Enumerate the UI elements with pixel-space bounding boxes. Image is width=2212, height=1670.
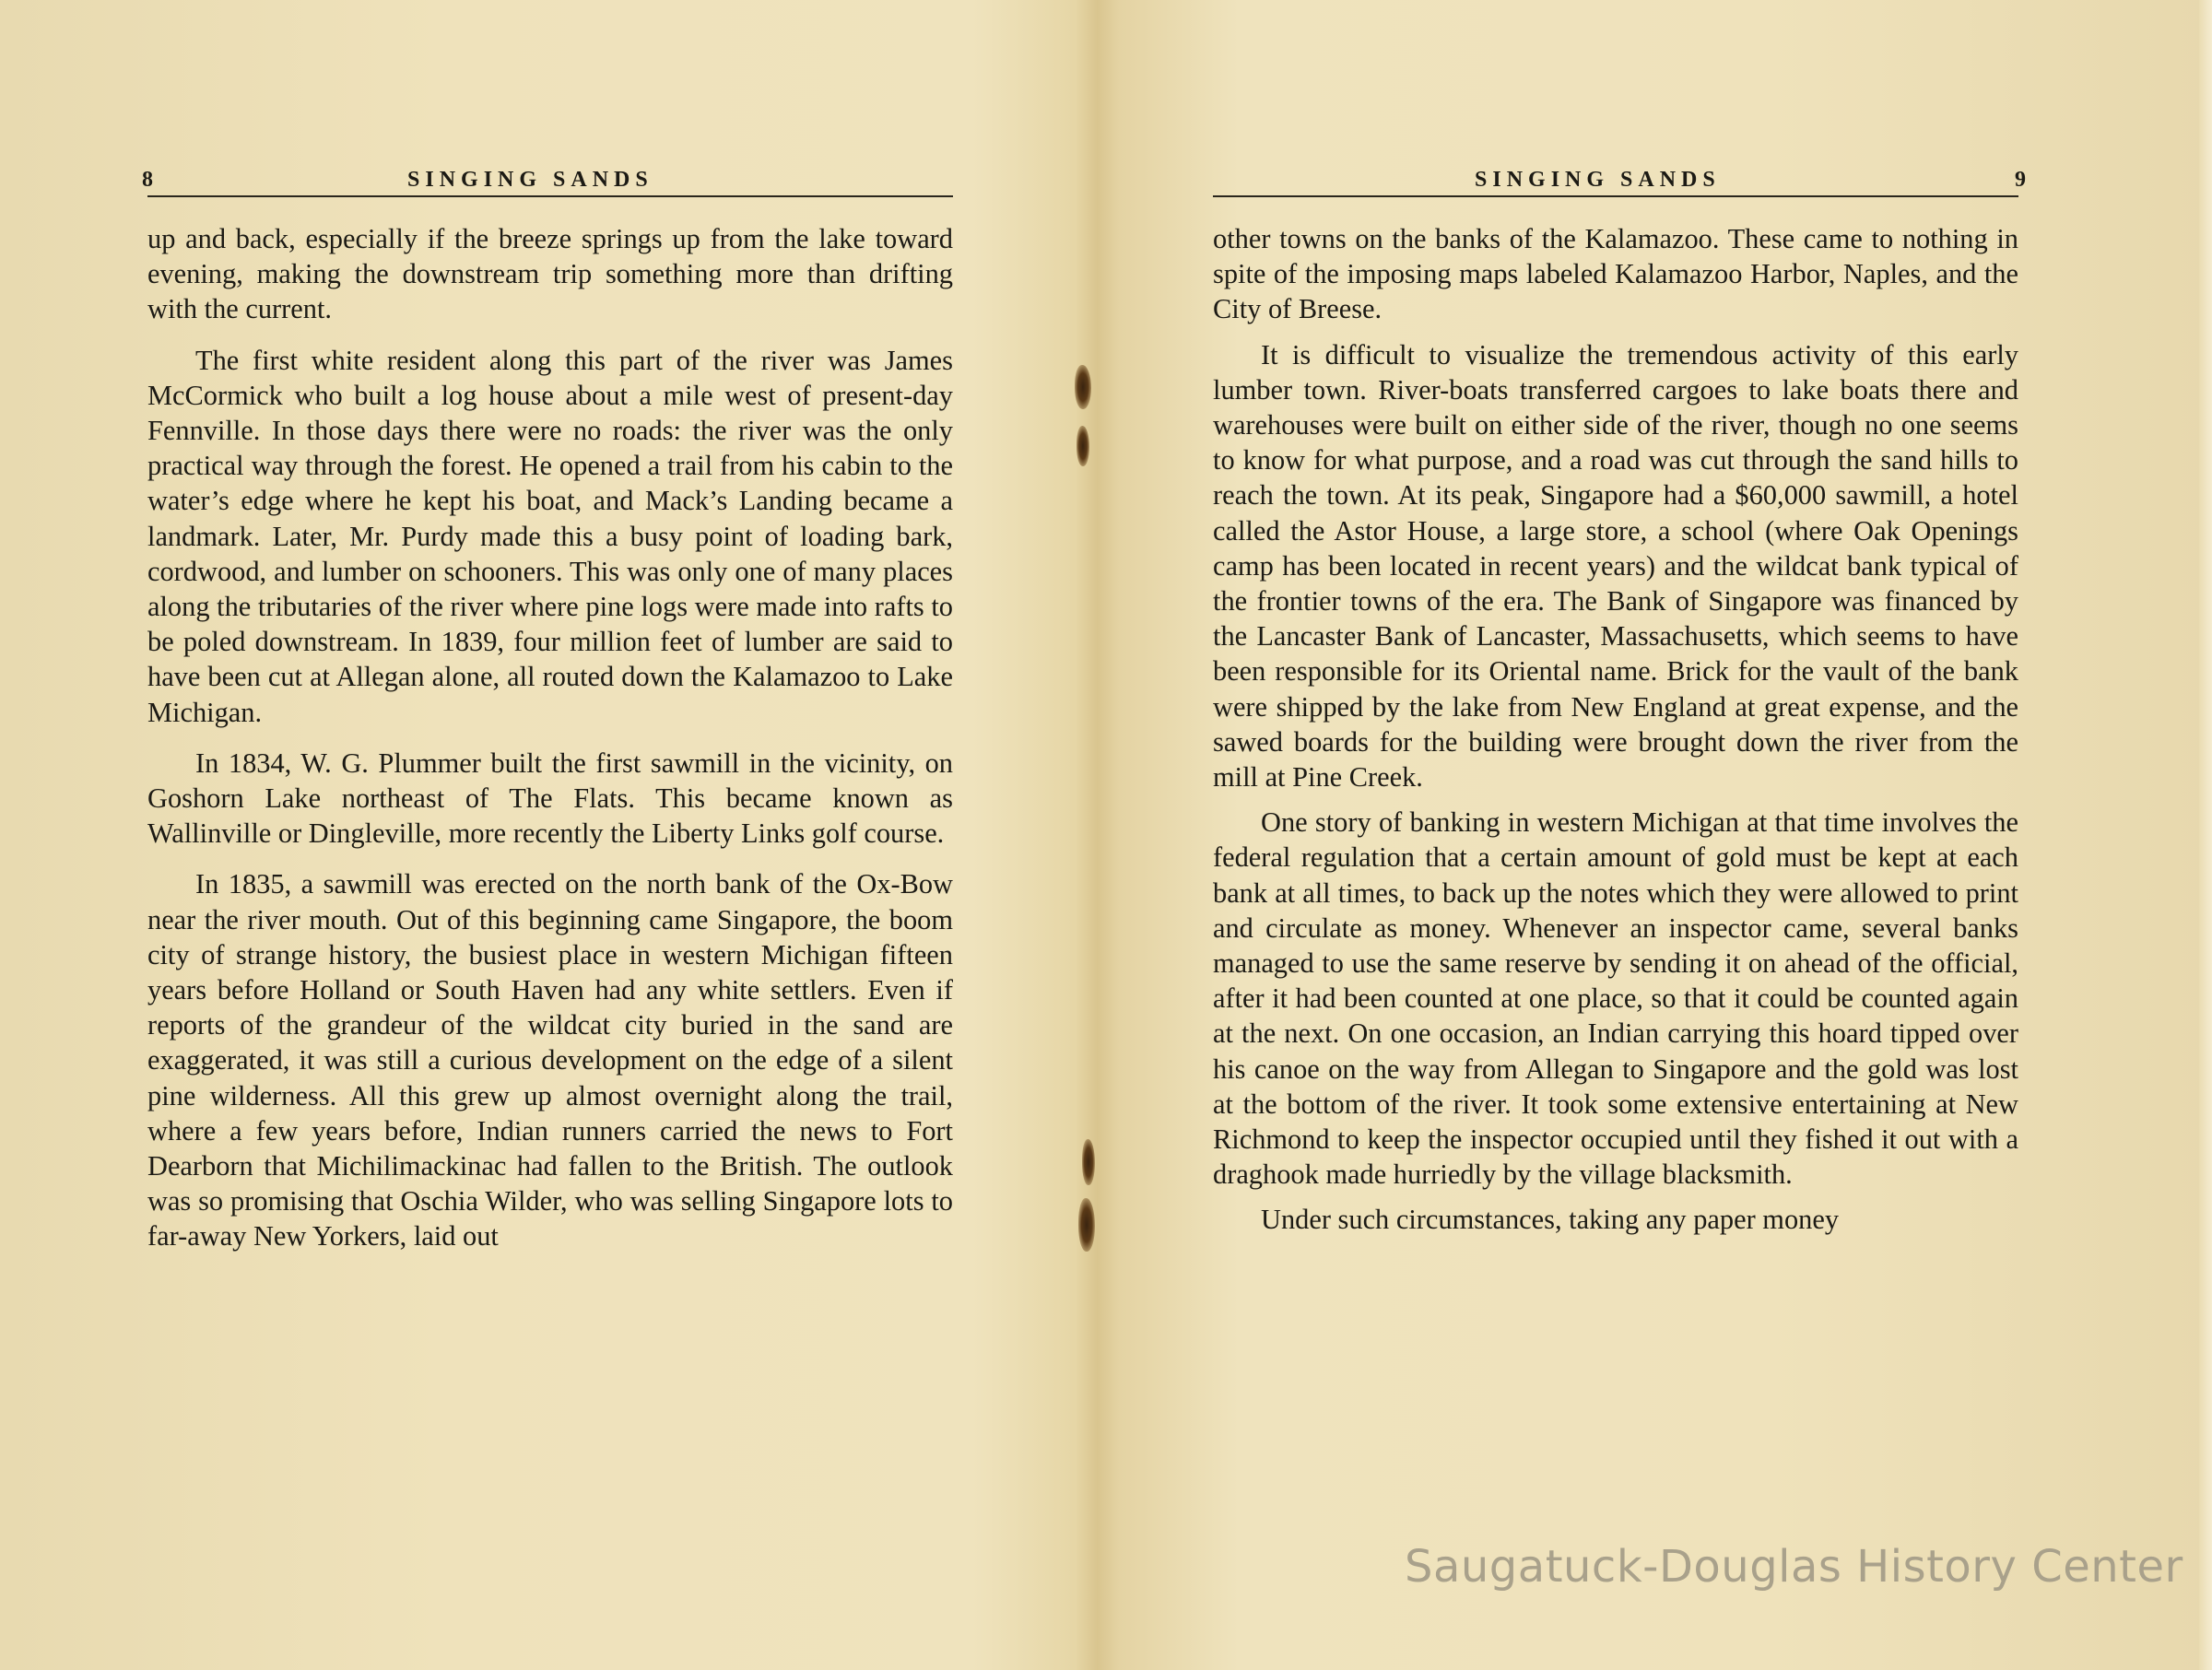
paragraph: up and back, especially if the breeze springs up from the lake toward evening, making the downstream trip something more than drifting with the current. bbox=[147, 223, 953, 325]
header-rule bbox=[147, 195, 953, 197]
paragraph: Under such circumstances, taking any paper money bbox=[1261, 1204, 1840, 1236]
page-number: 9 bbox=[2015, 168, 2026, 192]
staple-rust-mark bbox=[1077, 426, 1089, 466]
page-edge bbox=[2199, 0, 2212, 1670]
right-page bbox=[1213, 168, 2026, 1238]
paragraph: The first white resident along this part of the river was James McCormick who built a log house about a mile west of present-day Fennville. In those days there were no roads: the river was the only practical way through the forest. He opened a trail from his cabin to the water’s edge where he kept his boat, and Mack’s Landing became a landmark. Later, Mr. Purdy made this a busy point of loading bark, cordwood, and lumber on schooners. This was only one of many places along the tributaries of the river where pine logs were made into rafts to be poled downstream. In 1839, four million feet of lumber are said to have been cut at Allegan alone, all routed down the Kalamazoo to Lake Michigan. bbox=[147, 344, 953, 728]
paragraph: In 1835, a sawmill was erected on the north bank of the Ox-Bow near the river mouth. Out of this beginning came Singapore, the boom city of strange history, the busiest place in western Michigan fifteen years before Holland or South Haven had any white settlers. Even if reports of the grandeur of the wildcat city buried in the sand are exaggerated, it was still a curious development on the edge of a silent pine wilderness. All this grew up almost overnight along the trail, where a few years before, Indian runners carried the news to Fort Dearborn that Michilimackinac had fallen to the British. The outlook was so promising that Oschia Wilder, who was selling Singapore lots to far-away New Yorkers, laid out bbox=[147, 868, 953, 1252]
paragraph: In 1834, W. G. Plummer built the first sawmill in the vicinity, on Goshorn Lake northeast of The Flats. This became known as Wallinville or Dingleville, more recently the Liberty Links golf course. bbox=[147, 747, 953, 850]
paragraph: other towns on the banks of the Kalamazoo. These came to nothing in spite of the imposing maps labeled Kalamazoo Harbor, Naples, and the City of Breese. bbox=[1213, 223, 2018, 325]
left-page bbox=[142, 168, 953, 1254]
running-title: SINGING SANDS bbox=[1475, 168, 1721, 192]
archive-watermark: Saugatuck-Douglas History Center bbox=[1405, 1541, 2183, 1593]
staple-rust-mark bbox=[1082, 1139, 1095, 1185]
running-head bbox=[142, 168, 953, 194]
running-head bbox=[1213, 168, 2026, 194]
page-body bbox=[1213, 221, 2018, 1238]
running-title: SINGING SANDS bbox=[407, 168, 653, 192]
paragraph: One story of banking in western Michigan at that time involves the federal regulation that a certain amount of gold must be kept at each bank at all times, to back up the notes which they were allowed to print and circulate as money. Whenever an inspector came, several banks managed to use the same reserve by sending it on ahead of the official, after it had been counted at one place, so that it could be counted again at the next. On one occasion, an Indian carrying this hoard tipped over his canoe on the way from Allegan to Singapore and the gold was lost at the bottom of the river. It took some extensive entertaining at New Richmond to keep the inspector occupied until they fished it out with a draghook made hurriedly by the village blacksmith. bbox=[1213, 806, 2018, 1191]
staple-rust-mark bbox=[1078, 1198, 1095, 1252]
paragraph: It is difficult to visualize the tremendous activity of this early lumber town. River-boats transferred cargoes to lake boats there and warehouses were built on either side of the river, though no one seems to know for what purpose, and a road was cut through the sand hills to reach the town. At its peak, Singapore had a $60,000 sawmill, a hotel called the Astor House, a large store, a school (where Oak Openings camp has been located in recent years) and the wildcat bank typical of the frontier towns of the era. The Bank of Singapore was financed by the Lancaster Bank of Lancaster, Massachusetts, which seems to have been responsible for its Oriental name. Brick for the vault of the bank were shipped by the lake from New England at great expense, and the sawed boards for the building were brought down the river from the mill at Pine Creek. bbox=[1213, 338, 2018, 794]
header-rule bbox=[1213, 195, 2018, 197]
staple-rust-mark bbox=[1075, 365, 1091, 409]
page-number: 8 bbox=[142, 168, 153, 192]
page-body bbox=[147, 221, 953, 1254]
